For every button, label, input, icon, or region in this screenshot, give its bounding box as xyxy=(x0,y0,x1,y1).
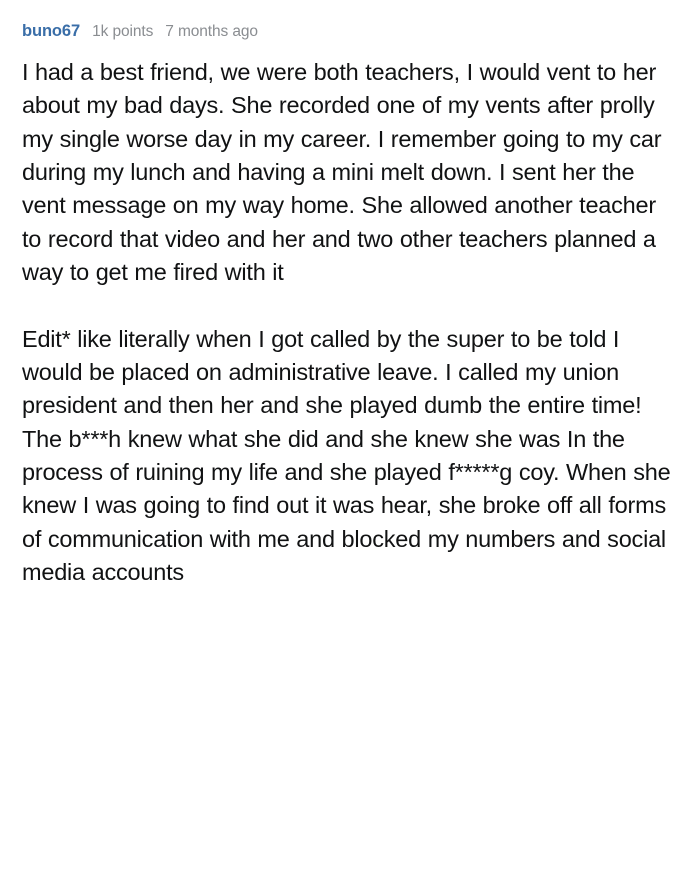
comment-timestamp: 7 months ago xyxy=(165,23,258,40)
comment-paragraph: Edit* like literally when I got called by the super to be told I would be placed on administrative leave. I called my union president and then her and she played dumb the entire time! The b***h knew what she did and she knew she was In the process of ruining my life and she played f*****g coy. When she knew I was going to find out it was hear, she broke off all forms of communication with me and blocked my numbers and social media accounts xyxy=(22,325,671,586)
comment-meta xyxy=(22,22,678,42)
comment-points: 1k points xyxy=(92,23,154,40)
comment-body xyxy=(22,56,678,590)
comment-author[interactable]: buno67 xyxy=(22,22,81,40)
comment-paragraph: I had a best friend, we were both teachers, I would vent to her about my bad days. She recorded one of my vents after prolly my single worse day in my career. I remember going to my car during my lunch and having a mini melt down. I sent her the vent message on my way home. She allowed another teacher to record that video and her and two other teachers planned a way to get me fired with it xyxy=(22,58,662,285)
